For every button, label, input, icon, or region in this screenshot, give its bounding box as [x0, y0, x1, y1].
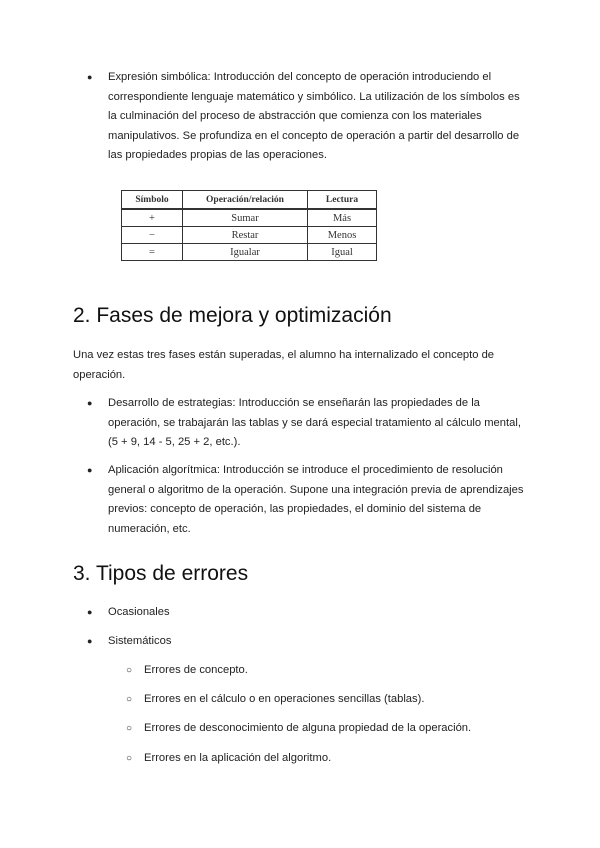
section-3-heading: 3. Tipos de errores [73, 562, 249, 585]
sub-bullet-icon: ○ [126, 694, 133, 705]
sub-bullet-line: Errores de desconocimiento de alguna propiedad de la operación. [144, 722, 472, 734]
table-cell: Más [308, 209, 377, 227]
intro-line: Expresión simbólica: Introducción del concepto de operación introduciendo el [108, 71, 492, 83]
symbol-table [121, 190, 377, 261]
section-2-bullet-algorithm [0, 461, 600, 539]
bullet-icon: ● [87, 72, 93, 82]
bullet-icon: ● [87, 465, 93, 475]
sub-bullet-icon: ○ [126, 665, 133, 676]
table-header: Operación/relación [183, 191, 308, 210]
sub-bullet-icon: ○ [126, 723, 133, 734]
sub-bullet-icon: ○ [126, 753, 133, 764]
sub-bullet-line: Errores de concepto. [144, 664, 248, 676]
bullet-line: numeración, etc. [108, 522, 191, 535]
table-row [122, 227, 377, 244]
bullet-line: Desarrollo de estrategias: Introducción se enseñarán las propiedades de la [108, 397, 480, 409]
intro-line: las propiedades propias de las operaciones. [108, 149, 327, 161]
sub-bullet-calculation [0, 690, 600, 710]
bullet-line: general o algoritmo de la operación. Supone una integración previa de aprendizajes [108, 483, 524, 496]
bullet-icon: ● [87, 398, 93, 408]
section-2-bullet-strategies [0, 394, 600, 453]
error-type-occasional [0, 603, 600, 623]
sub-bullet-algorithm [0, 749, 600, 769]
section-2-heading: 2. Fases de mejora y optimización [73, 304, 392, 327]
table-cell: = [122, 244, 183, 261]
bullet-line: Sistemáticos [108, 635, 172, 647]
intro-line: manipulativos. Se profundiza en el concepto de operación a partir del desarrollo de [108, 129, 520, 142]
sub-bullet-line: Errores en el cálculo o en operaciones sencillas (tablas). [144, 693, 425, 705]
bullet-icon: ● [87, 607, 93, 617]
bullet-line: (5 + 9, 14 - 5, 25 + 2, etc.). [108, 436, 241, 448]
bullet-line: previos: concepto de operación, las propiedades, el dominio del sistema de [108, 503, 482, 515]
error-type-systematic [0, 632, 600, 652]
intro-line: operación. [73, 368, 126, 381]
table-cell: − [122, 227, 183, 244]
table-header: Lectura [308, 191, 377, 210]
bullet-icon: ● [87, 636, 93, 646]
section-2-intro [73, 346, 533, 385]
table-header: Símbolo [122, 191, 183, 210]
table-row [122, 209, 377, 227]
intro-bullet [0, 68, 600, 166]
intro-line: correspondiente lenguaje matemático y simbólico. La utilización de los símbolos es [108, 90, 520, 103]
bullet-line: Aplicación algorítmica: Introducción se introduce el procedimiento de resolución [108, 464, 503, 476]
bullet-line: Ocasionales [108, 606, 170, 618]
table-cell: + [122, 209, 183, 227]
sub-bullet-concept [0, 661, 600, 681]
table-cell: Restar [183, 227, 308, 244]
table-cell: Igualar [183, 244, 308, 261]
table-cell: Igual [308, 244, 377, 261]
table-cell: Sumar [183, 209, 308, 227]
intro-line: la culminación del proceso de abstracción que comienza con los materiales [108, 110, 482, 122]
table-cell: Menos [308, 227, 377, 244]
table-row [122, 244, 377, 261]
bullet-line: operación, se trabajarán las tablas y se dará especial tratamiento al cálculo mental, [108, 416, 521, 429]
sub-bullet-line: Errores en la aplicación del algoritmo. [144, 752, 332, 764]
sub-bullet-property [0, 719, 600, 739]
intro-line: Una vez estas tres fases están superadas, el alumno ha internalizado el concepto de [73, 349, 495, 361]
table-header-row [122, 191, 377, 210]
